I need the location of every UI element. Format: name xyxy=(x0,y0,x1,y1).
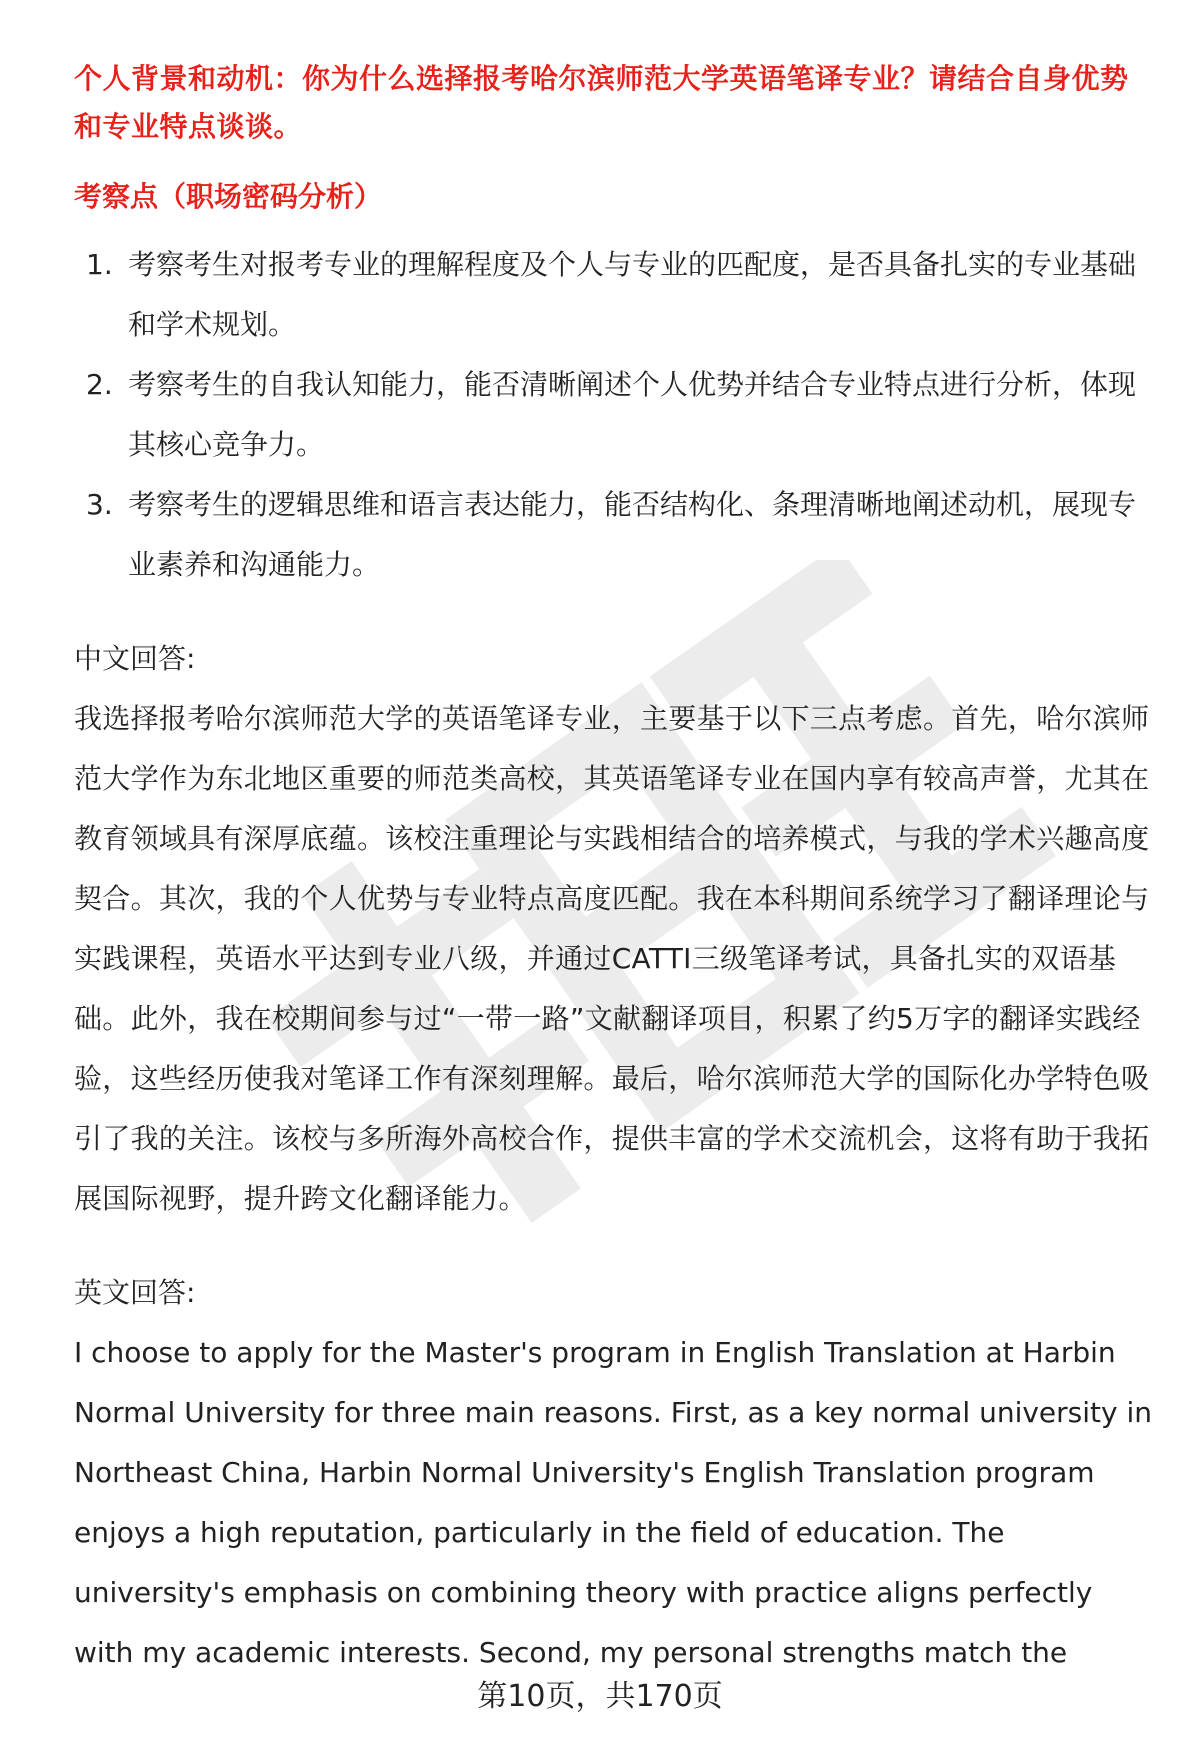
list-item xyxy=(74,355,1154,475)
list-item-number: 2. xyxy=(86,368,113,401)
list-item-text: 考察考生的逻辑思维和语言表达能力，能否结构化、条理清晰地阐述动机，展现专业素养和沟通能力。 xyxy=(128,488,1137,581)
english-answer-text: I choose to apply for the Master's program in English Translation at Harbin Normal University for three main reasons. First, as a key normal university in Northeast China, Harbin Normal University's English Translation program enjoys a high reputation, particularly in the field of education. The university's emphasis on combining theory with practice aligns perfectly with my academic interests. Second, my personal strengths match the xyxy=(74,1336,1152,1669)
list-item-number: 1. xyxy=(86,248,113,281)
main-content xyxy=(74,55,1154,1683)
analysis-heading: 考察点（职场密码分析） xyxy=(74,180,383,213)
analysis-list xyxy=(74,235,1154,595)
question-title: 个人背景和动机：你为什么选择报考哈尔滨师范大学英语笔译专业？请结合自身优势和专业特点谈谈。 xyxy=(74,62,1129,143)
list-item-number: 3. xyxy=(86,488,113,521)
english-answer-label: 英文回答: xyxy=(74,1276,196,1309)
chinese-answer-text: 我选择报考哈尔滨师范大学的英语笔译专业，主要基于以下三点考虑。首先，哈尔滨师范大学作为东北地区重要的师范类高校，其英语笔译专业在国内享有较高声誉，尤其在教育领域具有深厚底蕴。该校注重理论与实践相结合的培养模式，与我的学术兴趣高度契合。其次，我的个人优势与专业特点高度匹配。我在本科期间系统学习了翻译理论与实践课程，英语水平达到专业八级，并通过CATTI三级笔译考试，具备扎实的双语基础。此外，我在校期间参与过“一带一路”文献翻译项目，积累了约5万字的翻译实践经验，这些经历使我对笔译工作有深刻理解。最后，哈尔滨师范大学的国际化办学特色吸引了我的关注。该校与多所海外高校合作，提供丰富的学术交流机会，这将有助于我拓展国际视野，提升跨文化翻译能力。 xyxy=(74,702,1150,1215)
chinese-answer-label: 中文回答: xyxy=(74,642,196,675)
list-item xyxy=(74,235,1154,355)
list-item-text: 考察考生对报考专业的理解程度及个人与专业的匹配度，是否具备扎实的专业基础和学术规划。 xyxy=(128,248,1137,341)
list-item-text: 考察考生的自我认知能力，能否清晰阐述个人优势并结合专业特点进行分析，体现其核心竞争力。 xyxy=(128,368,1137,461)
page-footer: 第10页，共170页 xyxy=(477,1679,723,1714)
list-item xyxy=(74,475,1154,595)
